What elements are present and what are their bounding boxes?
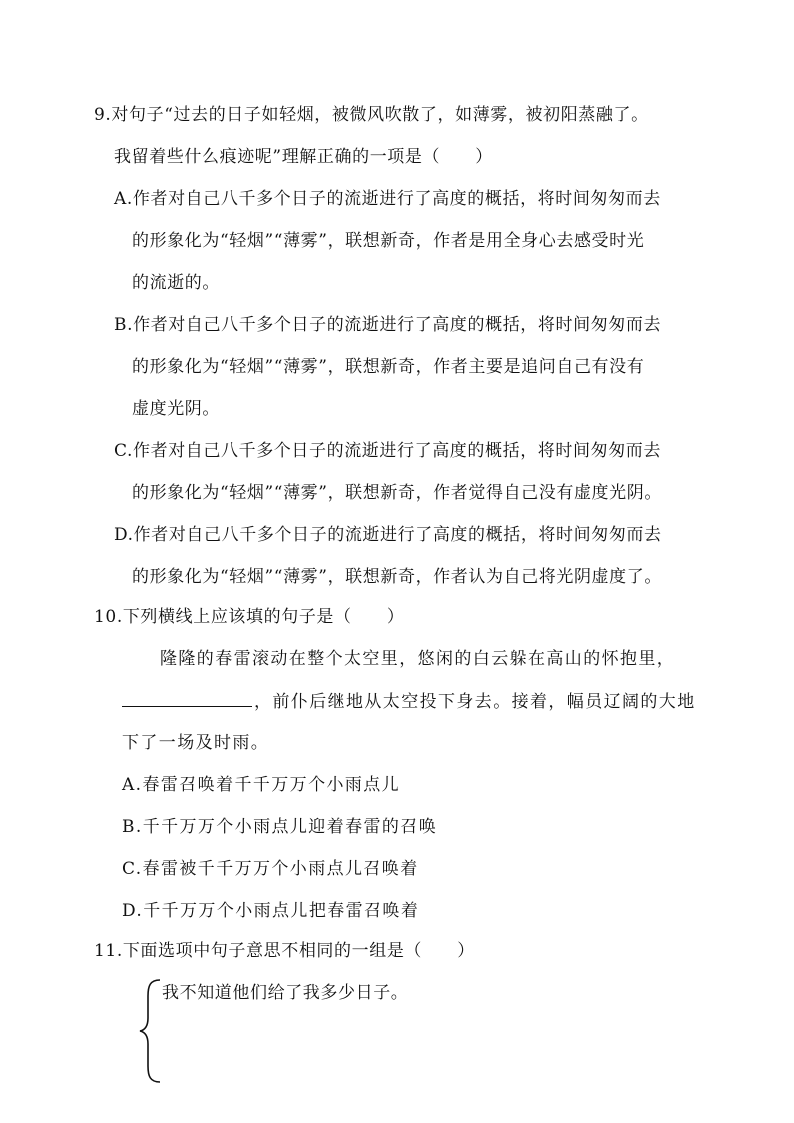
q10-passage-line-1: 隆隆的春雷滚动在整个太空里，悠闲的白云躲在高山的怀抱里， [160,649,676,669]
q10-option-b: B.千千万万个小雨点儿迎着春雷的召唤 [122,817,438,837]
q9-stem-line-1: 9.对句子“过去的日子如轻烟，被微风吹散了，如薄雾，被初阳蒸融了。 [94,105,649,125]
q9-option-b-line-1: B.作者对自己八千多个日子的流逝进行了高度的概括，将时间匆匆而去 [114,315,662,335]
curly-brace-icon [138,978,164,1084]
q11-sentence-1: 我不知道他们给了我多少日子。 [162,983,409,1003]
q9-option-b-line-3: 虚度光阴。 [132,399,220,419]
q9-option-b-line-2: 的形象化为“轻烟”“薄雾”，联想新奇，作者主要是追问自己有没有 [132,357,645,377]
q10-option-c: C.春雷被千千万万个小雨点儿召唤着 [122,859,419,879]
q9-option-a-line-3: 的流逝的。 [132,273,220,293]
q9-option-a-line-1: A.作者对自己八千多个日子的流逝进行了高度的概括，将时间匆匆而去 [114,189,661,209]
q9-stem-line-2: 我留着些什么痕迹呢”理解正确的一项是（ ） [114,147,493,167]
q10-passage-line-2 [122,690,696,713]
q9-option-a-line-2: 的形象化为“轻烟”“薄雾”，联想新奇，作者是用全身心去感受时光 [132,231,645,251]
q9-option-c-line-1: C.作者对自己八千多个日子的流逝进行了高度的概括，将时间匆匆而去 [114,441,662,461]
q9-option-c-line-2: 的形象化为“轻烟”“薄雾”，联想新奇，作者觉得自己没有虚度光阴。 [132,483,662,503]
q10-option-a: A.春雷召唤着千千万万个小雨点儿 [122,775,401,795]
q9-option-d-line-1: D.作者对自己八千多个日子的流逝进行了高度的概括，将时间匆匆而去 [114,525,662,545]
q10-option-d: D.千千万万个小雨点儿把春雷召唤着 [122,901,420,921]
q10-passage-line-3: 下了一场及时雨。 [122,733,270,753]
fill-in-blank[interactable] [122,690,252,707]
q11-stem: 11.下面选项中句子意思不相同的一组是（ ） [94,941,475,961]
q10-stem: 10.下列横线上应该填的句子是（ ） [94,607,405,627]
q9-option-d-line-2: 的形象化为“轻烟”“薄雾”，联想新奇，作者认为自己将光阴虚度了。 [132,567,662,587]
q10-passage-line-2-text: ，前仆后继地从太空投下身去。接着，幅员辽阔的大地 [254,692,696,712]
